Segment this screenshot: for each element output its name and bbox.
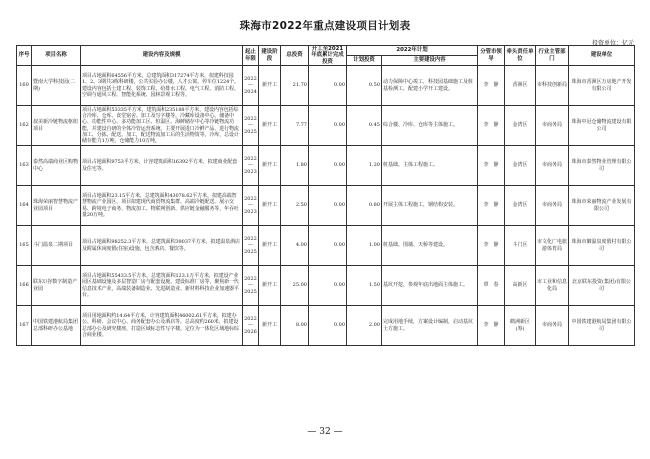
cell-lead-unit: 香洲区 (505, 66, 536, 106)
cell-start-year: 2022 (244, 156, 257, 163)
table-row (17, 226, 635, 266)
cell-content: 项目占地面积23.15平方米，总建筑面积43078.62平方米，拟建高端智慧物流产业园区，项目拟建现代商贸物流集群、高端冷链配送、展示交易、跨境电子商务、物流加工、物联网创新、供应链金融服务等，年吞吐量20万吨。 (81, 186, 243, 226)
cell-plan-content: 综合楼、冷库、仓库等主体施工。 (382, 106, 478, 146)
cell-leader: 李 静 (478, 106, 505, 146)
cell-plan-content: 基坑开挖，参观年底出地面主体施工。 (382, 266, 478, 306)
cell-dept: 市商务局 (536, 186, 569, 226)
cell-seq: 163 (17, 146, 32, 186)
cell-content: 项目占地面积53335平方米，建筑面积235188平方米，建设内容包括综合冷库、仓库、食堂宿舍、加工及写字楼等。冷藏库设备中心、储备中心、功能性中心、多功能加工区、恒温区、海鲜储存中心等冷链物流功能，并建设自研的全体冷管运营系统，主要开展进口冷鲜产品，进行物流加工、分拣、配送、加工，配送物流加工后的生活物资等。冷库，总设计储存能力1万吨，仓储能力10万吨。 (81, 106, 243, 146)
cell-start-year: 2022 (244, 236, 257, 243)
cell-total: 7.77 (281, 106, 309, 146)
cell-lead-unit: 斗门区 (505, 226, 536, 266)
cell-total: 21.70 (281, 66, 309, 106)
cell-name: 叔美新冷链物流枢纽项目 (32, 106, 81, 146)
cell-start-year: 2022 (244, 316, 257, 323)
cell-cumulative: 0.00 (309, 106, 347, 146)
cell-stage: 新开工 (259, 66, 281, 106)
cell-name: 中国铁建港航局集团总部科研办公基地 (32, 306, 81, 346)
cell-start-year: 2022 (244, 116, 257, 123)
cell-leader: 李 静 (478, 66, 505, 106)
header-plan-group: 2022年计划 (347, 46, 478, 56)
cell-total: 4.00 (281, 226, 309, 266)
cell-name: 联东U谷数字制造产业园 (32, 266, 81, 306)
cell-dept: 市科技创新局 (536, 66, 569, 106)
cell-dept: 市文化广电旅游体育局 (536, 226, 569, 266)
cell-total: 25.00 (281, 266, 309, 306)
cell-content: 项目占地面积55433.5平方米，总建筑面积123.1万平方米，拟建设产业园区基础设施及多层智造厂房与配套设施，建设标准厂房等，聚焦新一代信息技术产业，高端装备制造业、先进制造业、新材料科技企业加速器平台。 (81, 266, 243, 306)
cell-builder: 珠海中冠仓储物流建设有限公司 (569, 106, 635, 146)
cell-plan-invest: 1.00 (347, 226, 382, 266)
cell-lead-unit: 金湾区 (505, 186, 536, 226)
header-cumulative: 开工至2021年底累计完成投资 (309, 46, 347, 66)
cell-plan-content: 桩基础、主体工程施工。 (382, 146, 478, 186)
cell-stage: 新开工 (259, 186, 281, 226)
cell-end-year: 2023 (244, 168, 257, 175)
table-row (17, 146, 635, 186)
table-row (17, 306, 635, 346)
cell-lead-unit: 金湾区 (505, 106, 536, 146)
cell-end-year: 2023 (244, 208, 257, 215)
cell-cumulative: 0.00 (309, 146, 347, 186)
cell-plan-invest: 0.50 (347, 66, 382, 106)
cell-end-year: 2025 (244, 248, 257, 255)
cell-years: 2022 — 2023 (243, 186, 259, 226)
cell-seq: 164 (17, 186, 32, 226)
cell-dept: 市商务局 (536, 146, 569, 186)
cell-leader: 覃 春 (478, 266, 505, 306)
project-table (16, 45, 635, 346)
cell-dept: 市工业和信息化局 (536, 266, 569, 306)
header-content: 建设内容及规模 (81, 46, 243, 66)
cell-builder: 珠海市香洲区万房地产开发有限公司 (569, 66, 635, 106)
cell-builder: 珠海市泰然物业管理有限公司 (569, 146, 635, 186)
cell-leader: 李 静 (478, 146, 505, 186)
cell-lead-unit: 鹤洲新区(筹) (505, 306, 536, 346)
cell-plan-invest: 1.50 (347, 266, 382, 306)
cell-content: 项目占地面积9753平方米，计容建筑面积16392平方米，拟建商业配套及住宅等。 (81, 146, 243, 186)
cell-seq: 162 (17, 106, 32, 146)
header-stage: 建设阶段 (259, 46, 281, 66)
header-name: 项目名称 (32, 46, 81, 66)
table-row (17, 186, 635, 226)
header-lead-unit: 牵头责任单位 (505, 46, 536, 66)
cell-plan-content: 动力保障中心竣工，科技园基础施工及桩基检测工，配建小学开工建设。 (382, 66, 478, 106)
cell-years: 2022 — 2025 (243, 226, 259, 266)
cell-leader: 李 静 (478, 306, 505, 346)
cell-years: 2022 — 2024 (243, 66, 259, 106)
cell-seq: 160 (17, 66, 32, 106)
cell-start-year: 2022 (244, 76, 257, 83)
cell-builder: 北京联东投资(集团)有限公司 (569, 266, 635, 306)
cell-content: 项目占地面积64556平方米，总建筑面积317274平方米，拟建科技园1、2、3期共3栋科研楼，公共实验办公楼，人才公寓，停车位1224个。建设内容包括土建工程、装饰工程、给排水工程、电气工程、消防工程、空调与通风工程、智能化系统、园林景观工程等。 (81, 66, 243, 106)
cell-plan-invest: 1.20 (347, 146, 382, 186)
cell-plan-invest: 0.45 (347, 106, 382, 146)
cell-plan-invest: 2.00 (347, 306, 382, 346)
cell-total: 1.80 (281, 146, 309, 186)
cell-lead-unit: 金湾区 (505, 146, 536, 186)
header-total: 总投资 (281, 46, 309, 66)
cell-end-year: 2025 (244, 288, 257, 295)
header-plan-invest: 计划投资 (347, 56, 382, 66)
page-title: 珠海市2022年重点建设项目计划表 (239, 20, 411, 32)
cell-dept: 市商务局 (536, 106, 569, 146)
header-dept: 行业主管部门 (536, 46, 569, 66)
page-number: — 32 — (307, 427, 343, 437)
table-row (17, 266, 635, 306)
cell-start-year: 2022 (244, 276, 257, 283)
cell-leader: 李 静 (478, 186, 505, 226)
cell-plan-content: 开展主体工程施工，钢结构安装。 (382, 186, 478, 226)
cell-stage: 新开工 (259, 226, 281, 266)
cell-name: 暨南大学科技园(二期) (32, 66, 81, 106)
cell-lead-unit: 高新区 (505, 266, 536, 306)
cell-plan-content: 桩基础、围墙、天桥等建设。 (382, 226, 478, 266)
header-years: 起止年限 (243, 46, 259, 66)
table-row (17, 106, 635, 146)
cell-years: 2022 — 2025 (243, 106, 259, 146)
cell-start-year: 2022 (244, 196, 257, 203)
cell-stage: 新开工 (259, 266, 281, 306)
cell-stage: 新开工 (259, 146, 281, 186)
cell-plan-content: 完成用地手续，方案设计编制，启动基坑土方施工。 (382, 306, 478, 346)
header-seq: 序号 (17, 46, 32, 66)
cell-name: 泰然高端商业区购物中心 (32, 146, 81, 186)
cell-cumulative: 0.00 (309, 306, 347, 346)
cell-total: 8.00 (281, 306, 309, 346)
cell-content: 项目用地面积约14.64平方米，计容建筑面积46002.61平方米，拟建办公、科研、会议中心、商务配套办公及酒店等。总高度约260米，拟建设总部办公及研究楼座，打造区域标志性写字楼。定位为一体化区域地标综合商业楼。 (81, 306, 243, 346)
cell-stage: 新开工 (259, 306, 281, 346)
header-plan-content: 主要建设内容 (382, 56, 478, 66)
cell-builder: 中国铁建港航局集团有限公司 (569, 306, 635, 346)
cell-years: 2022 — 2026 (243, 306, 259, 346)
cell-cumulative: 0.00 (309, 266, 347, 306)
header-row-1 (17, 46, 635, 56)
cell-seq: 167 (17, 306, 32, 346)
unit-label: 投资单位：亿元 (591, 40, 634, 47)
cell-leader: 李 静 (478, 226, 505, 266)
cell-cumulative: 0.00 (309, 186, 347, 226)
cell-builder: 珠海市荣丽物流产业发展有限公司 (569, 186, 635, 226)
cell-years: 2022 — 2023 (243, 146, 259, 186)
header-leader: 分管市领导 (478, 46, 505, 66)
cell-seq: 165 (17, 226, 32, 266)
cell-seq: 166 (17, 266, 32, 306)
cell-total: 2.50 (281, 186, 309, 226)
cell-plan-invest: 0.80 (347, 186, 382, 226)
cell-content: 项目占地面积98252.3平方米，总建筑面积39037平方米，拟建温泉酒店及附属休闲度假(住宿)设施，包含酒店、餐饮等。 (81, 226, 243, 266)
cell-builder: 珠海市御温泉度假村有限公司 (569, 226, 635, 266)
cell-end-year: 2026 (244, 328, 257, 335)
cell-end-year: 2025 (244, 128, 257, 135)
cell-name: 珠海荣丽智慧物流产业园项目 (32, 186, 81, 226)
cell-cumulative: 0.00 (309, 226, 347, 266)
header-builder: 建设单位 (569, 46, 635, 66)
cell-dept: 市商务局 (536, 306, 569, 346)
table-row (17, 66, 635, 106)
cell-years: 2022 — 2025 (243, 266, 259, 306)
cell-stage: 新开工 (259, 106, 281, 146)
cell-name: 斗门温泉二期项目 (32, 226, 81, 266)
cell-cumulative: 0.00 (309, 66, 347, 106)
cell-end-year: 2024 (244, 88, 257, 95)
